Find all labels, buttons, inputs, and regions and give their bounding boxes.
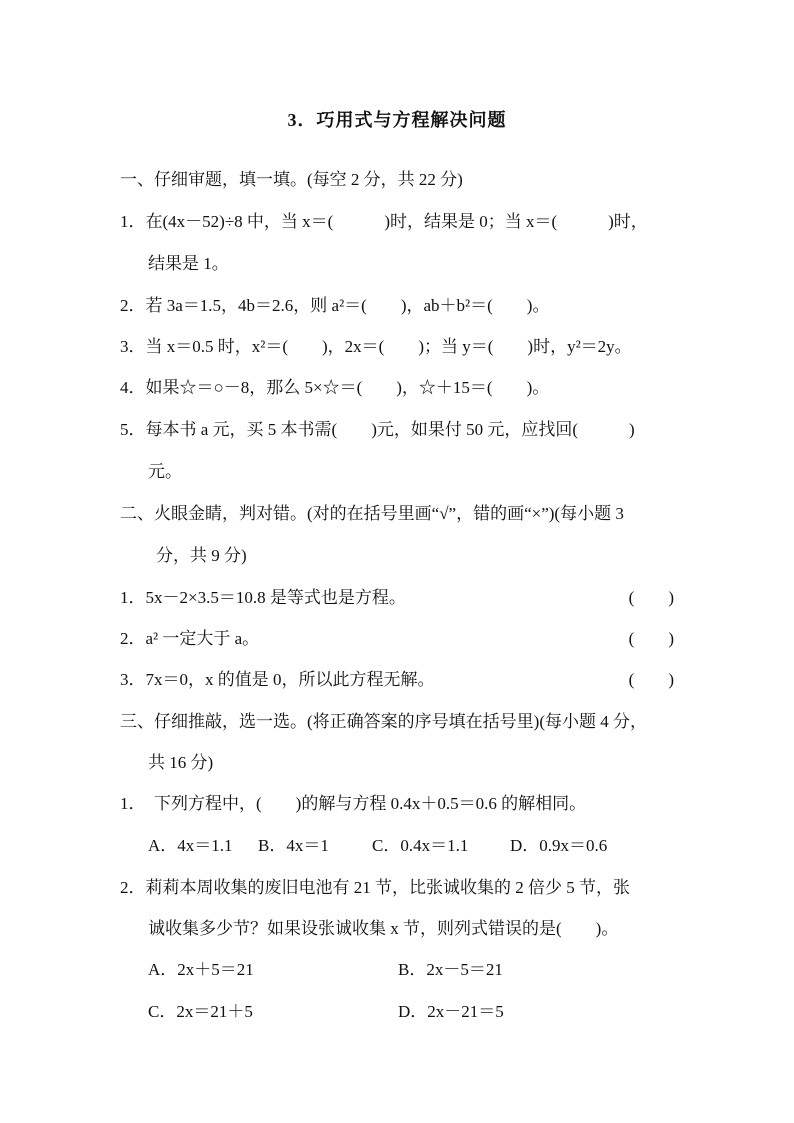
s3-q1-option-b: B．4x＝1 [258, 836, 329, 855]
s1-question-1-line2: 结果是 1。 [148, 254, 229, 273]
s1-question-1-line1: 1．在(4x－52)÷8 中，当 x＝( )时，结果是 0；当 x＝( )时， [120, 212, 648, 231]
page-title: 3．巧用式与方程解决问题 [287, 110, 507, 130]
section2-heading-line2: 分，共 9 分) [156, 546, 247, 565]
s2-question-3: 3．7x＝0，x 的值是 0，所以此方程无解。 [120, 670, 435, 689]
section2-heading-line1: 二、火眼金睛，判对错。(对的在括号里画“√”，错的画“×”)(每小题 3 [120, 504, 624, 523]
s2-question-2: 2．a² 一定大于 a。 [120, 629, 260, 648]
s2-answer-paren-3: ( ) [628, 670, 674, 689]
section3-heading-line2: 共 16 分) [148, 753, 214, 772]
s3-question-2-line1: 2．莉莉本周收集的废旧电池有 21 节，比张诚收集的 2 倍少 5 节，张 [120, 878, 630, 897]
s1-question-4: 4．如果☆＝○－8，那么 5×☆＝( )，☆＋15＝( )。 [120, 378, 550, 397]
s3-q1-option-c: C．0.4x＝1.1 [372, 836, 469, 855]
s2-question-1: 1．5x－2×3.5＝10.8 是等式也是方程。 [120, 588, 406, 607]
s3-q2-option-a: A．2x＋5＝21 [148, 960, 254, 979]
s3-question-2-line2: 诚收集多少节？如果设张诚收集 x 节，则列式错误的是( )。 [148, 919, 619, 938]
section3-heading-line1: 三、仔细推敲，选一选。(将正确答案的序号填在括号里)(每小题 4 分， [120, 712, 647, 731]
s1-question-5-line2: 元。 [148, 462, 182, 481]
s3-q2-option-b: B．2x－5＝21 [398, 960, 503, 979]
s3-question-1: 1． 下列方程中，( )的解与方程 0.4x＋0.5＝0.6 的解相同。 [120, 794, 587, 813]
s3-q1-option-d: D．0.9x＝0.6 [510, 836, 608, 855]
s3-q2-option-d: D．2x－21＝5 [398, 1002, 504, 1021]
section1-heading: 一、仔细审题，填一填。(每空 2 分，共 22 分) [120, 170, 463, 189]
s3-q1-option-a: A．4x＝1.1 [148, 836, 233, 855]
s1-question-2: 2．若 3a＝1.5，4b＝2.6，则 a²＝( )，ab＋b²＝( )。 [120, 296, 550, 315]
s1-question-5-line1: 5．每本书 a 元，买 5 本书需( )元，如果付 50 元，应找回( ) [120, 420, 635, 439]
s1-question-3: 3．当 x＝0.5 时，x²＝( )，2x＝( )；当 y＝( )时，y²＝2y。 [120, 337, 632, 356]
s2-answer-paren-1: ( ) [628, 588, 674, 607]
s3-q2-option-c: C．2x＝21＋5 [148, 1002, 253, 1021]
s2-answer-paren-2: ( ) [628, 629, 674, 648]
